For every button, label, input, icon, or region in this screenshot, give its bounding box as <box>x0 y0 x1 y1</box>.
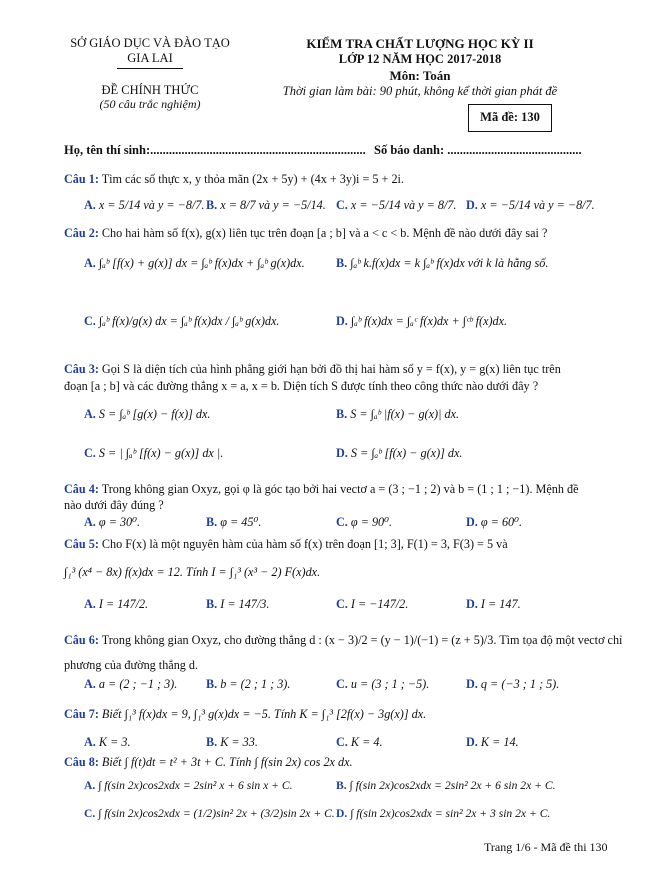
exam-code: Mã đề: 130 <box>480 110 540 124</box>
question-6-line2: phương của đường thẳng d. <box>64 658 199 672</box>
q7-option-c: C. K = 4. <box>336 735 383 749</box>
question-number: Câu 6: <box>64 633 99 647</box>
question-text: Gọi S là diện tích của hình phẳng giới hạn bởi đồ thị hai hàm số y = f(x), y = g(x) liên tục trên <box>101 362 561 376</box>
q6-option-b: B. b = (2 ; 1 ; 3). <box>206 677 291 691</box>
question-7 <box>64 707 426 722</box>
q4-option-b: B. φ = 45⁰. <box>206 515 262 529</box>
official-label: ĐỀ CHÍNH THỨC <box>101 83 199 97</box>
q3-option-b: B. S = ∫ₐᵇ |f(x) − g(x)| dx. <box>336 407 460 421</box>
exam-title: KIỂM TRA CHẤT LƯỢNG HỌC KỲ II <box>306 36 534 51</box>
q8-option-b: B. ∫ f(sin 2x)cos2xdx = 2sin² 2x + 6 sin 2x + C. <box>336 779 556 792</box>
q5-option-b: B. I = 147/3. <box>206 597 270 611</box>
question-text: Trong không gian Oxyz, cho đường thẳng d : (x − 3)/2 = (y − 1)/(−1) = (z + 5)/3. Tìm tọa độ một vectơ chỉ <box>101 633 623 647</box>
question-text: Tìm các số thực x, y thỏa mãn (2x + 5y) + (4x + 3y)i = 5 + 2i. <box>101 172 404 186</box>
question-text: Biết ∫₁³ f(x)dx = 9, ∫₁³ g(x)dx = −5. Tính K = ∫₁³ [2f(x) − 3g(x)] dx. <box>101 707 427 721</box>
question-count: (50 câu trắc nghiệm) <box>99 97 201 111</box>
page-footer: Trang 1/6 - Mã đề thi 130 <box>484 840 608 854</box>
q3-option-d: D. S = ∫ₐᵇ [f(x) − g(x)] dx. <box>336 446 463 460</box>
question-3 <box>64 362 561 377</box>
q2-option-d: D. ∫ₐᵇ f(x)dx = ∫ₐᶜ f(x)dx + ∫ᶜᵇ f(x)dx. <box>336 314 508 328</box>
q5-option-a: A. I = 147/2. <box>84 597 149 611</box>
question-text: Trong không gian Oxyz, gọi φ là góc tạo bởi hai vectơ a = (3 ; −1 ; 2) và b = (1 ; 1 ; −1). Mệnh đề <box>101 482 579 496</box>
q4-option-a: A. φ = 30⁰. <box>84 515 141 529</box>
question-text: Biết ∫ f(t)dt = t² + 3t + C. Tính ∫ f(sin 2x) cos 2x dx. <box>101 755 353 769</box>
question-8 <box>64 755 353 770</box>
time-allowed: Thời gian làm bài: 90 phút, không kể thời gian phát đề <box>282 84 558 98</box>
q4-option-c: C. φ = 90⁰. <box>336 515 393 529</box>
q2-option-b: B. ∫ₐᵇ k.f(x)dx = k ∫ₐᵇ f(x)dx với k là hằng số. <box>336 256 549 270</box>
province-name: GIA LAI <box>127 51 173 65</box>
department-name: SỞ GIÁO DỤC VÀ ĐÀO TẠO <box>70 36 230 50</box>
question-number: Câu 8: <box>64 755 99 769</box>
q1-option-d: D. x = −5/14 và y = −8/7. <box>466 198 595 212</box>
q6-option-d: D. q = (−3 ; 1 ; 5). <box>466 677 560 691</box>
question-number: Câu 7: <box>64 707 99 721</box>
question-number: Câu 1: <box>64 172 99 186</box>
q7-option-d: D. K = 14. <box>466 735 519 749</box>
question-number: Câu 4: <box>64 482 99 496</box>
q2-option-a: A. ∫ₐᵇ [f(x) + g(x)] dx = ∫ₐᵇ f(x)dx + ∫ₐᵇ g(x)dx. <box>84 256 305 270</box>
q8-option-d: D. ∫ f(sin 2x)cos2xdx = sin² 2x + 3 sin 2x + C. <box>336 807 551 820</box>
q1-option-a: A. x = 5/14 và y = −8/7. <box>84 198 205 212</box>
q6-option-a: A. a = (2 ; −1 ; 3). <box>84 677 178 691</box>
question-3-line2: đoạn [a ; b] và các đường thẳng x = a, x = b. Diện tích S được tính theo công thức nào dưới đây ? <box>64 379 539 393</box>
candidate-name-field: Họ, tên thí sinh:..................................................................... <box>64 143 366 157</box>
question-4 <box>64 482 579 497</box>
header-divider <box>117 68 183 69</box>
q7-option-a: A. K = 3. <box>84 735 131 749</box>
q3-option-a: A. S = ∫ₐᵇ [g(x) − f(x)] dx. <box>84 407 211 421</box>
q1-option-c: C. x = −5/14 và y = 8/7. <box>336 198 457 212</box>
question-2 <box>64 226 547 241</box>
question-5 <box>64 537 508 552</box>
candidate-id-field: Số báo danh: ........................................... <box>374 143 582 157</box>
question-text: Cho hai hàm số f(x), g(x) liên tục trên đoạn [a ; b] và a < c < b. Mệnh đề nào dưới đây sai ? <box>101 226 548 240</box>
question-1 <box>64 172 404 187</box>
q5-option-c: C. I = −147/2. <box>336 597 409 611</box>
q4-option-d: D. φ = 60⁰. <box>466 515 523 529</box>
question-number: Câu 5: <box>64 537 99 551</box>
question-number: Câu 3: <box>64 362 99 376</box>
question-number: Câu 2: <box>64 226 99 240</box>
q1-option-b: B. x = 8/7 và y = −5/14. <box>206 198 326 212</box>
subject: Môn: Toán <box>389 68 451 83</box>
question-text: Cho F(x) là một nguyên hàm của hàm số f(x) trên đoạn [1; 3], F(1) = 3, F(3) = 5 và <box>101 537 508 551</box>
q2-option-c: C. ∫ₐᵇ f(x)/g(x) dx = ∫ₐᵇ f(x)dx / ∫ₐᵇ g(x)dx. <box>84 314 280 328</box>
q5-option-d: D. I = 147. <box>466 597 521 611</box>
grade-year: LỚP 12 NĂM HỌC 2017-2018 <box>338 52 502 66</box>
q8-option-c: C. ∫ f(sin 2x)cos2xdx = (1/2)sin² 2x + (3/2)sin 2x + C. <box>84 807 335 820</box>
q7-option-b: B. K = 33. <box>206 735 258 749</box>
q3-option-c: C. S = | ∫ₐᵇ [f(x) − g(x)] dx |. <box>84 446 224 460</box>
q8-option-a: A. ∫ f(sin 2x)cos2xdx = 2sin² x + 6 sin x + C. <box>84 779 293 792</box>
question-5-line2: ∫₁³ (x⁴ − 8x) f(x)dx = 12. Tính I = ∫₁³ (x³ − 2) F(x)dx. <box>64 565 321 579</box>
q6-option-c: C. u = (3 ; 1 ; −5). <box>336 677 430 691</box>
question-6 <box>64 633 622 648</box>
question-4-line2: nào dưới đây đúng ? <box>64 498 164 512</box>
